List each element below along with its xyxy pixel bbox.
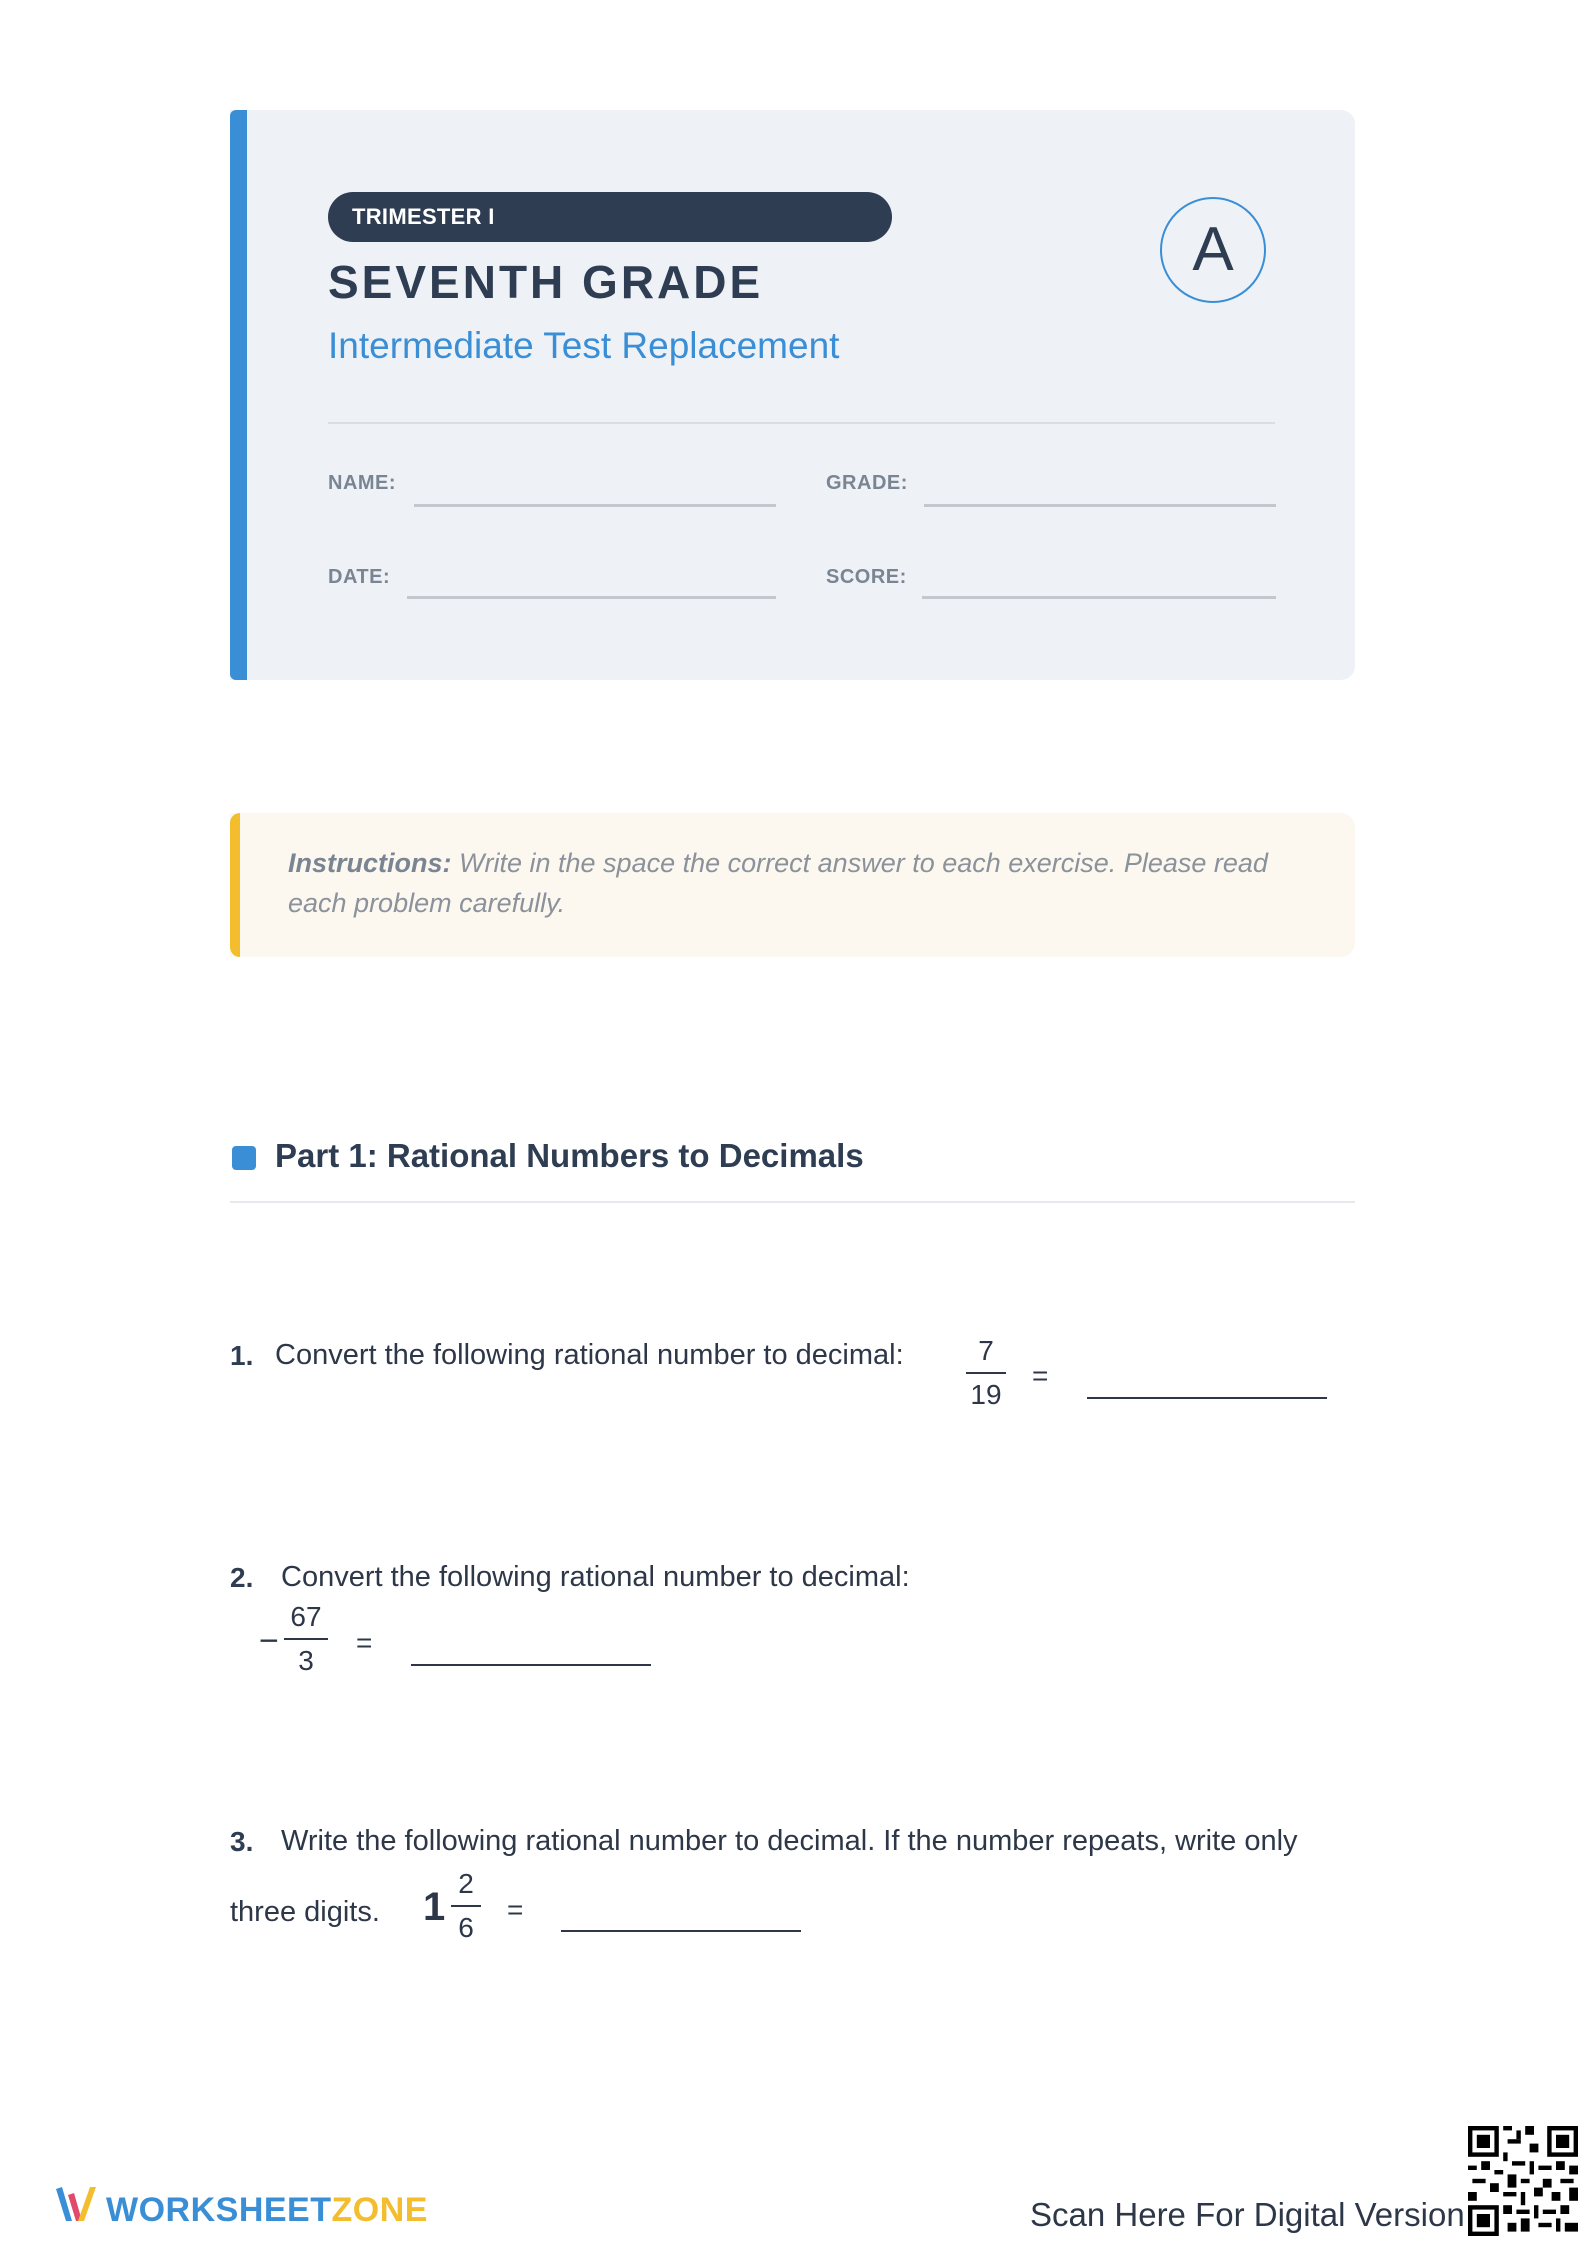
question-3-text-cont: three digits. — [230, 1896, 380, 1928]
level-badge — [1160, 197, 1266, 303]
question-1-numerator: 7 — [978, 1335, 994, 1366]
question-3-equals: = — [507, 1894, 524, 1925]
grade-label: GRADE: — [826, 472, 908, 494]
question-3-number: 3. — [230, 1826, 254, 1857]
question-2-sign: − — [259, 1622, 279, 1660]
scan-text: Scan Here For Digital Version — [1030, 2196, 1465, 2233]
question-3-answer-line[interactable] — [561, 1930, 801, 1932]
page-title: SEVENTH GRADE — [328, 256, 764, 308]
section-divider — [230, 1201, 1355, 1203]
name-label: NAME: — [328, 472, 397, 494]
question-2-number: 2. — [230, 1562, 254, 1593]
date-label: DATE: — [328, 566, 391, 588]
question-2-equals: = — [356, 1627, 373, 1658]
question-2-fraction — [284, 1598, 328, 1680]
question-1-equals: = — [1032, 1360, 1049, 1391]
fraction-bar — [966, 1372, 1006, 1374]
section-title: Part 1: Rational Numbers to Decimals — [275, 1137, 864, 1174]
instructions-text — [288, 843, 1298, 923]
level-letter: A — [1192, 215, 1234, 284]
brand-part-1: WORKSHEET — [106, 2191, 332, 2229]
score-field[interactable] — [922, 596, 1276, 599]
question-1-text: Convert the following rational number to decimal: — [275, 1339, 904, 1371]
question-1-answer-line[interactable] — [1087, 1397, 1327, 1399]
question-3-text: Write the following rational number to decimal. If the number repeats, write only — [281, 1825, 1298, 1857]
question-3-fraction — [451, 1865, 481, 1947]
page-subtitle: Intermediate Test Replacement — [328, 325, 840, 366]
fraction-bar — [284, 1638, 328, 1640]
question-2-answer-line[interactable] — [411, 1664, 651, 1666]
worksheetzone-logo-icon — [54, 2181, 98, 2227]
trimester-pill: TRIMESTER I — [328, 192, 892, 242]
instructions-body: Write in the space the correct answer to each exercise. Please read each problem carefully. — [288, 848, 1268, 918]
brand-part-2: ZONE — [331, 2191, 428, 2229]
name-field[interactable] — [414, 504, 776, 507]
date-field[interactable] — [407, 596, 776, 599]
header-divider — [328, 422, 1275, 424]
fraction-bar — [451, 1905, 481, 1907]
question-1-denominator: 19 — [970, 1379, 1002, 1410]
question-1-fraction — [966, 1332, 1006, 1414]
header-card — [230, 110, 1355, 680]
question-1-number: 1. — [230, 1340, 254, 1371]
score-label: SCORE: — [826, 566, 907, 588]
question-3-numerator: 2 — [458, 1868, 474, 1899]
question-3-whole: 1 — [423, 1885, 446, 1929]
qr-code-icon[interactable] — [1468, 2126, 1578, 2236]
instructions-box — [230, 813, 1355, 957]
brand-logo — [106, 2191, 428, 2230]
question-3-denominator: 6 — [458, 1912, 474, 1943]
section-square-icon — [232, 1146, 256, 1170]
question-2-numerator: 67 — [290, 1601, 322, 1632]
question-2-denominator: 3 — [298, 1645, 314, 1676]
grade-field[interactable] — [924, 504, 1276, 507]
question-2-text: Convert the following rational number to decimal: — [281, 1561, 910, 1593]
instructions-label: Instructions: — [288, 848, 452, 878]
